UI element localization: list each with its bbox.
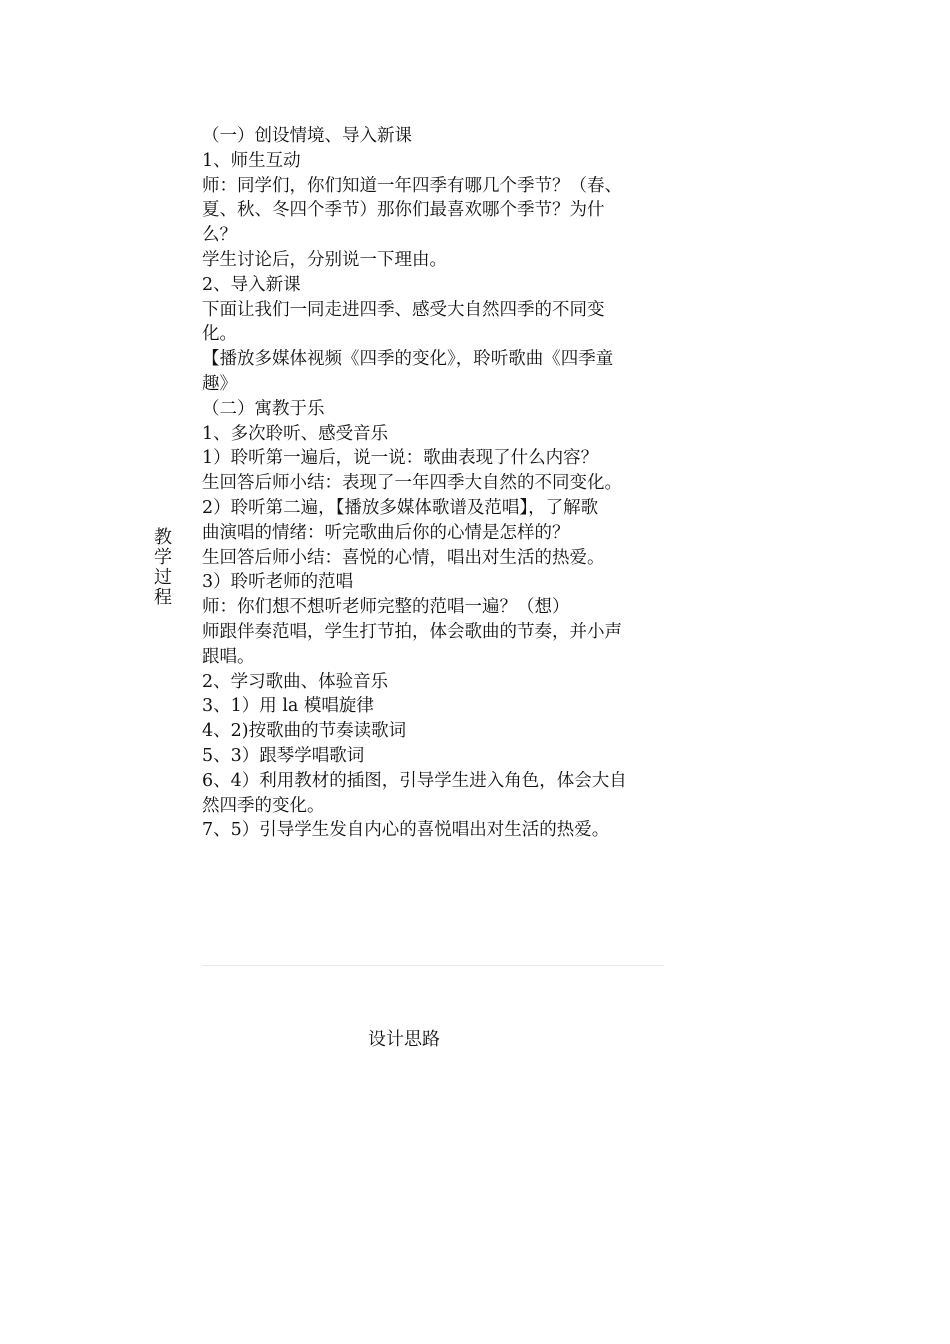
teaching-process-content (202, 124, 666, 843)
content-line: 夏、秋、冬四个季节）那你们最喜欢哪个季节？为什 (202, 200, 605, 221)
content-line: 5、3）跟琴学唱歌词 (202, 745, 365, 766)
content-line: 2、学习歌曲、体验音乐 (202, 671, 389, 692)
content-line: 师：同学们，你们知道一年四季有哪几个季节？（春、 (202, 175, 622, 196)
content-line: 师：你们想不想听老师完整的范唱一遍？（想） (202, 597, 570, 618)
content-line: 化。 (202, 324, 237, 345)
section-divider (202, 965, 664, 966)
content-line: 跟唱。 (202, 646, 255, 667)
content-line: 4、2)按歌曲的节奏读歌词 (202, 721, 407, 742)
content-line: 2）聆听第二遍，【播放多媒体歌谱及范唱】，了解歌 (202, 497, 599, 518)
content-line: 生回答后师小结：表现了一年四季大自然的不同变化。 (202, 473, 622, 494)
content-line: 【播放多媒体视频《四季的变化》，聆听歌曲《四季童 (202, 349, 614, 370)
content-line: 生回答后师小结：喜悦的心情，唱出对生活的热爱。 (202, 547, 605, 568)
content-line: 趣》 (202, 373, 237, 394)
design-ideas-heading: 设计思路 (368, 1029, 440, 1050)
content-line: 学生讨论后，分别说一下理由。 (202, 249, 447, 270)
content-line: 么？ (202, 225, 237, 246)
content-line: 6、4）利用教材的插图，引导学生进入角色，体会大自 (202, 770, 627, 791)
content-line: 3、1）用 la 模唱旋律 (202, 696, 374, 717)
content-line: 1）聆听第一遍后，说一说：歌曲表现了什么内容？ (202, 448, 599, 469)
content-line: 1、多次聆听、感受音乐 (202, 423, 389, 444)
content-line: 然四季的变化。 (202, 795, 325, 816)
content-line: 2、导入新课 (202, 274, 301, 295)
content-line: （二）寓教于乐 (202, 398, 325, 419)
content-line: 师跟伴奏范唱，学生打节拍，体会歌曲的节奏，并小声 (202, 621, 622, 642)
section-label-teaching-process: 教学过程 (154, 527, 172, 608)
content-line: 7、5）引导学生发自内心的喜悦唱出对生活的热爱。 (202, 820, 610, 841)
content-line: 1、师生互动 (202, 150, 301, 171)
content-line: （一）创设情境、导入新课 (202, 126, 412, 146)
content-line: 曲演唱的情绪：听完歌曲后你的心情是怎样的？ (202, 522, 570, 543)
content-line: 下面让我们一同走进四季、感受大自然四季的不同变 (202, 299, 605, 320)
content-line: 3）聆听老师的范唱 (202, 572, 354, 593)
